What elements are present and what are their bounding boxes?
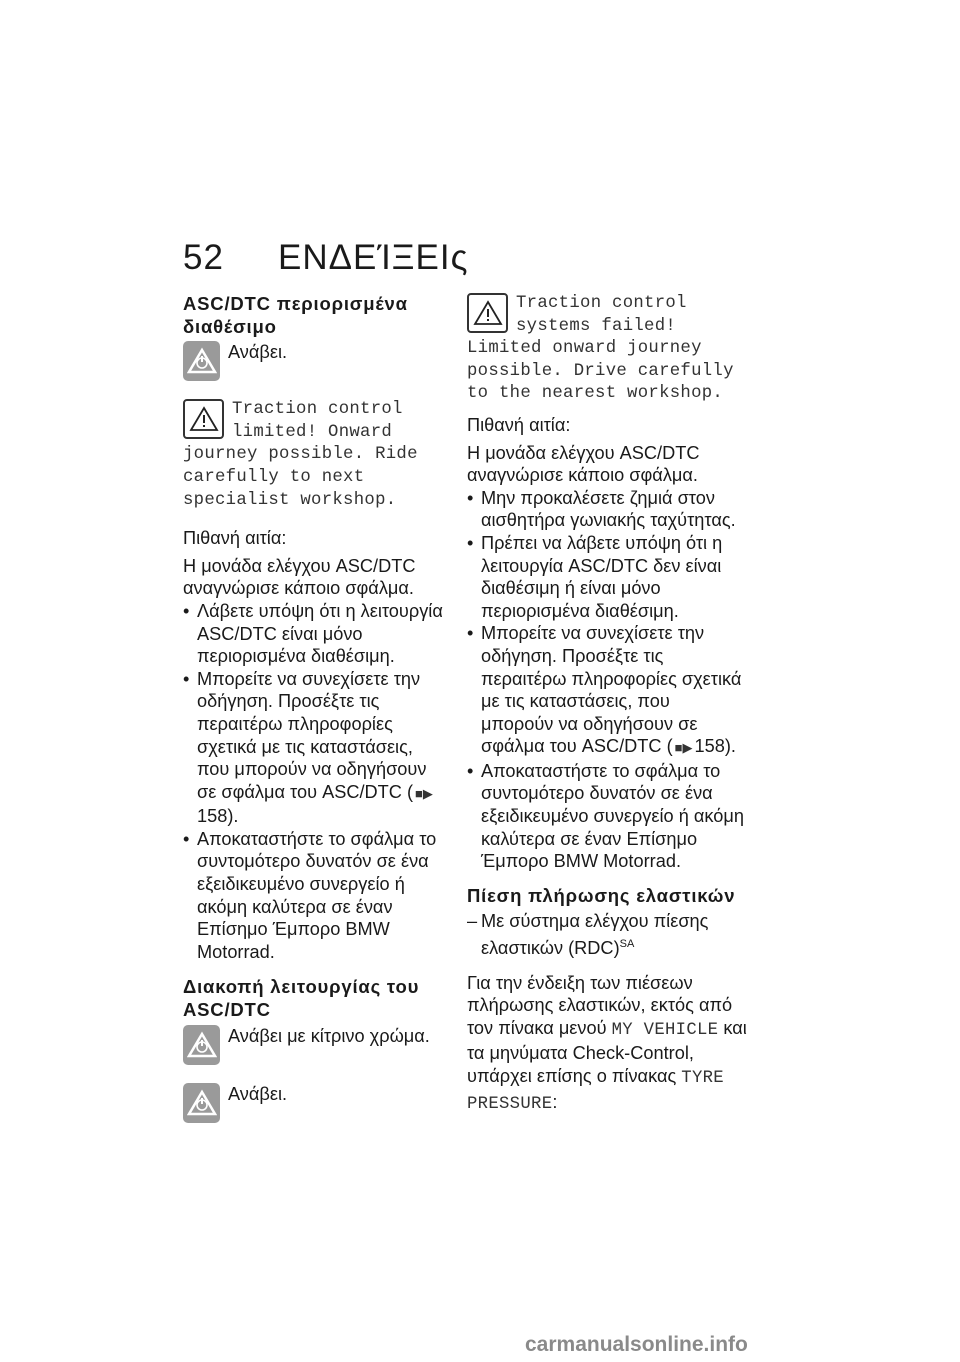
message-text: Traction control systems failed! Limited onward journey possible. Drive carefully to the nearest workshop. xyxy=(467,294,734,404)
page-ref[interactable]: 158). xyxy=(694,736,736,757)
list-item: • Αποκαταστήστε το σφάλμα το συντομότερο δυνατόν σε ένα εξειδικευμένο συνεργείο ή ακόμη καλύτερα σε έναν Επίσημο Έμπορο BMW Motorrad. xyxy=(467,760,747,873)
section-title-tyre-pressure: Πίεση πλήρωσης ελαστικών xyxy=(467,884,736,906)
page-title: ΕΝΔΕΊΞΕΙς xyxy=(278,238,469,277)
cause-text: Η μονάδα ελέγχου ASC/DTC αναγνώρισε κάποιο σφάλμα. xyxy=(467,442,700,486)
bullet-list xyxy=(183,600,445,964)
page-ref[interactable]: 158). xyxy=(197,806,239,827)
list-item: • Μην προκαλέσετε ζημιά στον αισθητήρα γωνιακής ταχύτητας. xyxy=(467,487,747,532)
watermark: carmanualsonline.info xyxy=(525,1333,748,1356)
left-column xyxy=(183,293,445,1141)
cause-text: Η μονάδα ελέγχου ASC/DTC αναγνώρισε κάποιο σφάλμα. xyxy=(183,555,416,599)
rdc-equipment-line: – Με σύστημα ελέγχου πίεσης ελαστικών (RDC)$^{SA}$ xyxy=(467,910,747,959)
indicator-row xyxy=(183,341,445,385)
arrow-right-icon: ■▶ xyxy=(415,785,433,801)
cc-message xyxy=(467,293,747,406)
indicator-row xyxy=(183,1083,445,1127)
warning-triangle-icon xyxy=(183,1083,220,1123)
list-item: • Πρέπει να λάβετε υπόψη ότι η λειτουργία ASC/DTC δεν είναι διαθέσιμη ή είναι μόνο περιορισμένα διαθέσιμη. xyxy=(467,532,747,622)
list-item: • Μπορείτε να συνεχίσετε την οδήγηση. Προσέξτε τις περαιτέρω πληροφορίες σχετικά με τις καταστάσεις, που μπορούν να οδηγήσουν σε σφάλμα του ASC/DTC ( ■▶158). xyxy=(183,668,445,828)
section-title-asc-off: Διακοπή λειτουργίας του ASC/DTC xyxy=(183,976,420,1021)
warning-triangle-icon xyxy=(183,1025,220,1065)
message-text: Traction control limited! Onward journey possible. Ride carefully to next specialist workshop. xyxy=(183,400,418,510)
cause-label: Πιθανή αιτία: xyxy=(183,528,287,549)
page-header xyxy=(183,238,468,278)
menu-name-my-vehicle: MY VEHICLE xyxy=(611,1020,719,1040)
indicator-row xyxy=(183,1025,445,1069)
right-column xyxy=(467,293,747,1116)
sa-superscript: SA xyxy=(619,938,635,951)
list-item: • Λάβετε υπόψη ότι η λειτουργία ASC/DTC είναι μόνο περιορισμένα διαθέσιμη. xyxy=(183,600,445,668)
section-title-asc-limited: ASC/DTC περιορισμένα διαθέσιμο xyxy=(183,293,408,337)
arrow-right-icon: ■▶ xyxy=(674,740,693,756)
list-item: • Μπορείτε να συνεχίσετε την οδήγηση. Προσέξτε τις περαιτέρω πληροφορίες σχετικά με τις καταστάσεις, που μπορούν να οδηγήσουν σε σφάλμα του ASC/DTC ( ■▶ 158). xyxy=(467,622,747,760)
warning-triangle-icon xyxy=(467,293,508,333)
tyre-pressure-text: Για την ένδειξη των πιέσεων πλήρωσης ελαστικών, εκτός από τον πίνακα μενού MY VEHICLE και τα μηνύματα Check-Control, υπάρχει επίσης ο πίνακας TYRE PRESSURE: xyxy=(467,972,747,1114)
warning-triangle-icon xyxy=(183,341,220,381)
warning-triangle-icon xyxy=(183,399,224,439)
cause-label: Πιθανή αιτία: xyxy=(467,414,571,435)
indicator-text: Ανάβει. xyxy=(228,1083,288,1104)
bullet-list xyxy=(467,487,747,873)
page-number: 52 xyxy=(183,238,224,277)
list-item: • Αποκαταστήστε το σφάλμα το συντομότερο δυνατόν σε ένα εξειδικευμένο συνεργείο ή ακόμη καλύτερα σε έναν Επίσημο Έμπορο BMW Motorrad. xyxy=(183,828,445,964)
indicator-text: Ανάβει. xyxy=(228,342,288,363)
cc-message xyxy=(183,399,445,512)
menu-name-tyre-pressure: TYRE PRESSURE xyxy=(467,1069,724,1114)
indicator-text: Ανάβει με κίτρινο χρώμα. xyxy=(228,1025,430,1046)
